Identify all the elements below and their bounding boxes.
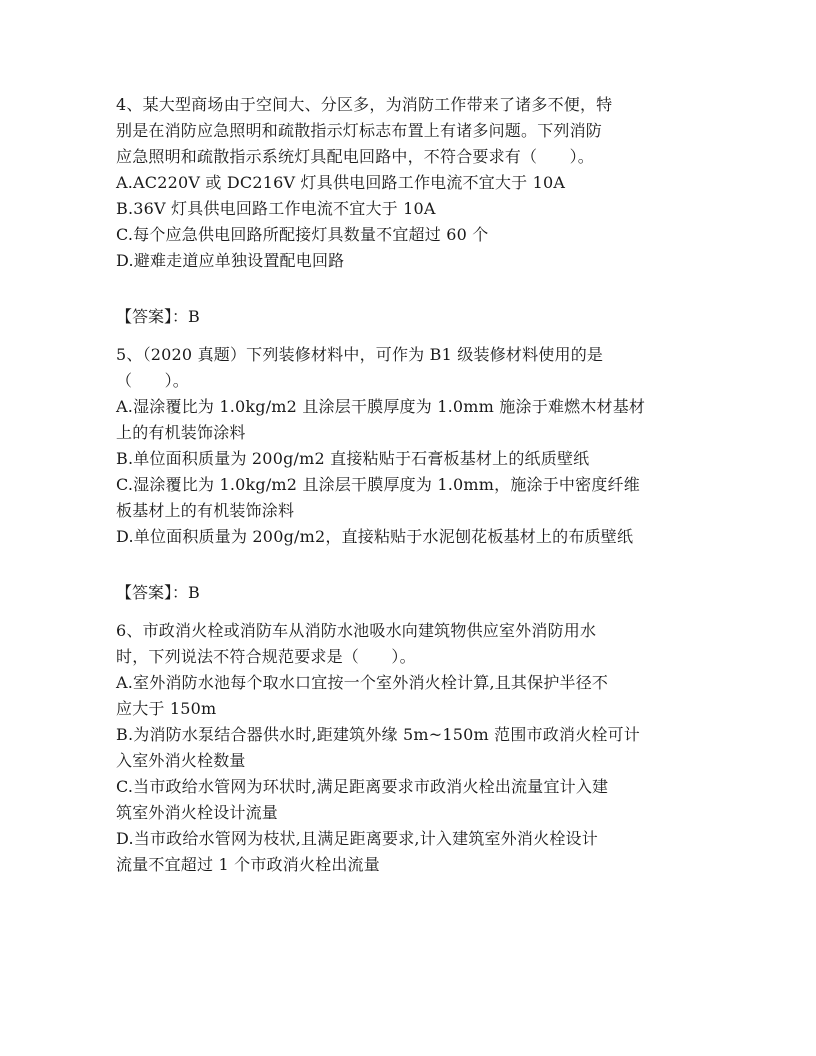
question-5-option-c: C.湿涂覆比为 1.0kg/m2 且涂层干膜厚度为 1.0mm，施涂于中密度纤维 <box>116 475 640 494</box>
question-4-answer: 【答案】：B <box>116 307 200 326</box>
question-4 <box>116 92 706 274</box>
question-6-option-d: D.当市政给水管网为枝状,且满足距离要求,计入建筑室外消火栓设计 <box>116 829 598 848</box>
question-5-option-d: D.单位面积质量为 200g/m2，直接粘贴于水泥刨花板基材上的布质壁纸 <box>116 527 634 546</box>
question-5-answer: 【答案】：B <box>116 583 200 602</box>
question-6-option-a: A.室外消防水池每个取水口宜按一个室外消火栓计算,且其保护半径不 <box>116 673 609 692</box>
question-4-stem-line: 4、某大型商场由于空间大、分区多，为消防工作带来了诸多不便，特 <box>116 95 613 114</box>
question-4-option-d: D.避难走道应单独设置配电回路 <box>116 251 345 270</box>
question-5-option-a: A.湿涂覆比为 1.0kg/m2 且涂层干膜厚度为 1.0mm 施涂于难燃木材基材 <box>116 397 646 416</box>
question-5-stem-line: （ ）。 <box>116 371 190 390</box>
question-6-option-c-cont: 筑室外消火栓设计流量 <box>116 803 279 822</box>
question-5-stem-line: 5、（2020 真题）下列装修材料中，可作为 B1 级装修材料使用的是 <box>116 345 604 364</box>
question-5-option-b: B.单位面积质量为 200g/m2 直接粘贴于石膏板基材上的纸质壁纸 <box>116 449 590 468</box>
question-5-option-a-cont: 上的有机装饰涂料 <box>116 423 246 442</box>
question-4-stem-line: 别是在消防应急照明和疏散指示灯标志布置上有诸多问题。下列消防 <box>116 121 603 140</box>
document-page <box>116 92 706 878</box>
question-4-option-a: A.AC220V 或 DC216V 灯具供电回路工作电流不宜大于 10A <box>116 173 566 192</box>
question-5-option-c-cont: 板基材上的有机装饰涂料 <box>116 501 295 520</box>
question-6-stem-line: 6、市政消火栓或消防车从消防水池吸水向建筑物供应室外消防用水 <box>116 621 597 640</box>
question-6-option-d-cont: 流量不宜超过 1 个市政消火栓出流量 <box>116 855 380 874</box>
question-4-stem-line: 应急照明和疏散指示系统灯具配电回路中，不符合要求有（ ）。 <box>116 147 595 166</box>
question-5 <box>116 342 706 550</box>
question-6-option-b-cont: 入室外消火栓数量 <box>116 751 246 770</box>
question-4-option-c: C.每个应急供电回路所配接灯具数量不宜超过 60 个 <box>116 225 489 244</box>
question-4-option-b: B.36V 灯具供电回路工作电流不宜大于 10A <box>116 199 436 218</box>
question-6-option-a-cont: 应大于 150m <box>116 699 217 718</box>
question-6-option-c: C.当市政给水管网为环状时,满足距离要求市政消火栓出流量宜计入建 <box>116 777 609 796</box>
question-6-stem-line: 时，下列说法不符合规范要求是（ ）。 <box>116 647 416 666</box>
question-6 <box>116 618 706 878</box>
question-6-option-b: B.为消防水泵结合器供水时,距建筑外缘 5m~150m 范围市政消火栓可计 <box>116 725 640 744</box>
